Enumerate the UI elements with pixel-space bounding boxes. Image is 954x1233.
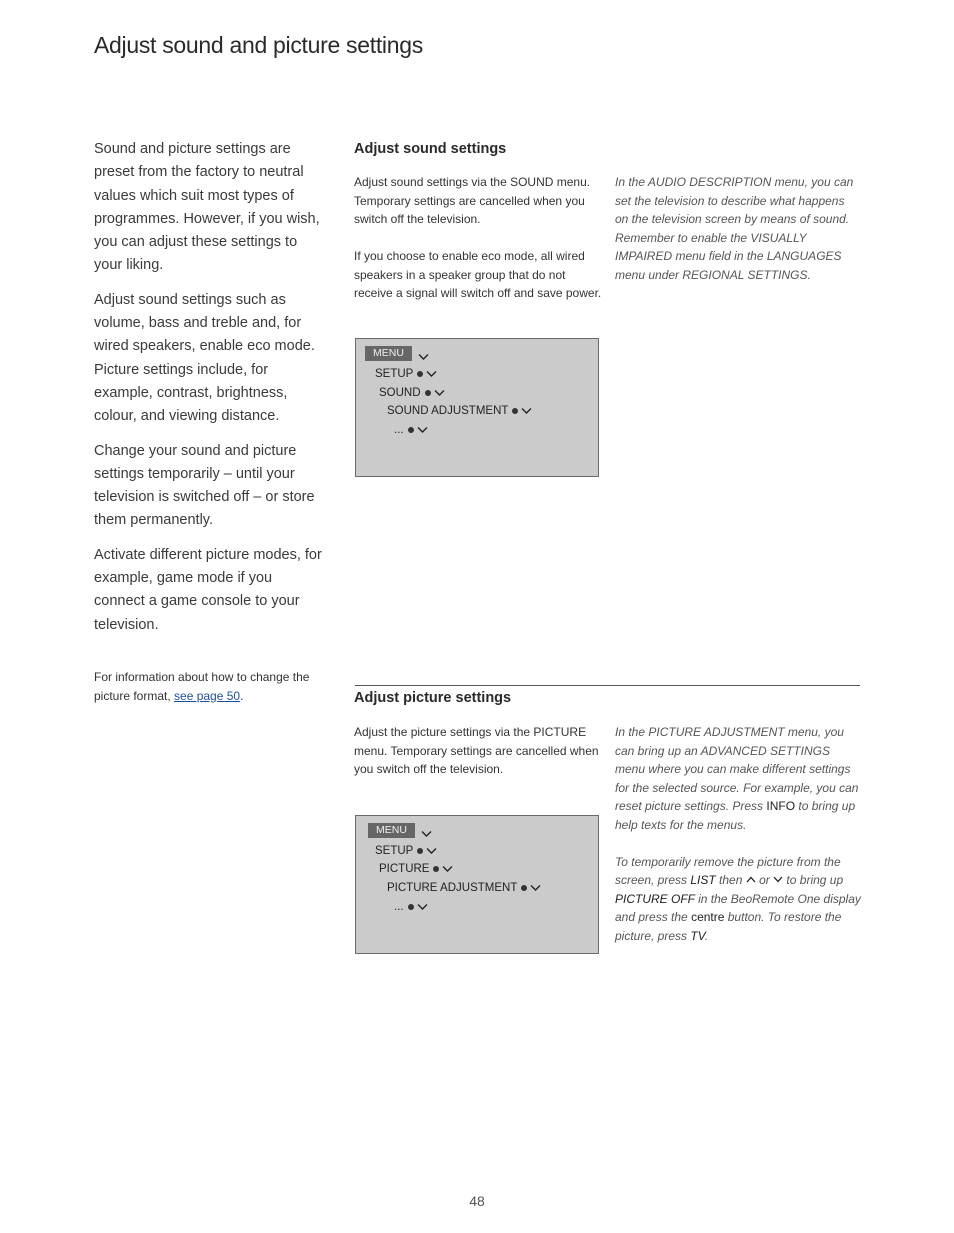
note-text: to bring up xyxy=(783,873,844,887)
bullet-icon xyxy=(512,408,518,414)
picture-off-label: PICTURE OFF xyxy=(615,891,695,906)
audio-description-note xyxy=(615,173,860,284)
chevron-up-icon xyxy=(746,876,756,883)
menu-path-sound: SOUND xyxy=(379,387,421,399)
picture-format-note-text: For information about how to change the picture format, xyxy=(94,670,310,703)
note-text: then xyxy=(715,873,746,887)
page-number: 48 xyxy=(469,1193,485,1209)
picture-format-note xyxy=(94,668,324,705)
menu-path-row xyxy=(387,882,541,894)
intro-paragraph: Sound and picture settings are preset from the factory to neutral values which suit most types of programmes. However, if you wish, you can adjust these settings to your liking. xyxy=(94,141,320,274)
bullet-icon xyxy=(521,885,527,891)
chevron-down-icon xyxy=(426,847,437,855)
menu-path-picture: PICTURE xyxy=(379,863,430,875)
note-text: . xyxy=(704,928,709,943)
sound-body-paragraph: Adjust sound settings via the SOUND menu. Temporary settings are cancelled when you switch off the television. xyxy=(354,175,591,226)
sound-section-body xyxy=(354,173,602,303)
note-text: in the BeoRemote One display and press the xyxy=(615,891,861,924)
intro-paragraph: Activate different picture modes, for example, game mode if you connect a game console to your television. xyxy=(94,546,322,633)
menu-tag: MENU xyxy=(368,823,415,838)
menu-path-row xyxy=(375,845,437,857)
bullet-icon xyxy=(425,390,431,396)
menu-path-row xyxy=(387,405,532,417)
picture-menu-path-diagram xyxy=(355,815,599,954)
audio-description-note-text: In the AUDIO DESCRIPTION menu, you can set the television to describe what happens on the television screen by means of sound. Remember to enable the VISUALLY IMPAIRED menu field in the LANGUAGES menu under REGIONAL SETTINGS. xyxy=(615,175,854,282)
intro-text xyxy=(94,138,326,648)
picture-section-body xyxy=(354,723,602,779)
menu-path-ellipsis: ... xyxy=(394,901,404,913)
note-text: In the PICTURE ADJUSTMENT menu, you can bring up an ADVANCED SETTINGS menu where you can make different settings for the selected source. For example, you can reset picture settings. Press xyxy=(615,725,859,813)
note-text: button. To restore the picture, press xyxy=(615,910,842,943)
menu-path-row xyxy=(368,823,432,838)
tv-button-label: TV xyxy=(690,928,705,943)
chevron-down-icon xyxy=(417,903,428,911)
sound-body-paragraph: If you choose to enable eco mode, all wired speakers in a speaker group that do not receive a signal will switch off and save power. xyxy=(354,249,602,300)
chevron-down-icon xyxy=(417,426,428,434)
menu-path-row xyxy=(394,424,428,436)
menu-path-sound-adjustment: SOUND ADJUSTMENT xyxy=(387,405,509,417)
menu-path-ellipsis: ... xyxy=(394,424,404,436)
sound-section-heading: Adjust sound settings xyxy=(354,141,507,157)
picture-adjustment-note xyxy=(615,723,863,945)
bullet-icon xyxy=(417,371,423,377)
note-text: or xyxy=(755,873,774,887)
picture-section-heading: Adjust picture settings xyxy=(354,690,512,706)
bullet-icon xyxy=(408,427,414,433)
menu-path-setup: SETUP xyxy=(375,368,414,380)
menu-path-row xyxy=(375,368,437,380)
bullet-icon xyxy=(408,904,414,910)
picture-format-note-end: . xyxy=(240,688,244,703)
centre-button-label: centre xyxy=(691,910,725,924)
menu-path-row xyxy=(379,863,453,875)
chevron-down-icon xyxy=(521,407,532,415)
chevron-down-icon xyxy=(418,353,429,361)
menu-path-picture-adjustment: PICTURE ADJUSTMENT xyxy=(387,882,518,894)
menu-path-row xyxy=(379,387,445,399)
intro-paragraph: Change your sound and picture settings temporarily – until your television is switched off – or store them permanently. xyxy=(94,442,315,529)
section-divider xyxy=(355,685,860,686)
chevron-down-icon xyxy=(773,876,783,883)
menu-path-row xyxy=(394,901,428,913)
chevron-down-icon xyxy=(421,830,432,838)
bullet-icon xyxy=(417,848,423,854)
note-text: to bring up help texts for the menus. xyxy=(615,799,856,832)
picture-off-note-text xyxy=(615,853,863,946)
menu-path-row xyxy=(365,346,429,361)
chevron-down-icon xyxy=(530,884,541,892)
menu-tag: MENU xyxy=(365,346,412,361)
chevron-down-icon xyxy=(426,370,437,378)
bullet-icon xyxy=(433,866,439,872)
chevron-down-icon xyxy=(434,389,445,397)
intro-paragraph: Adjust sound settings such as volume, bass and treble and, for wired speakers, enable eco mode. Picture settings include, for example, contrast, brightness, colour, and viewing distance. xyxy=(94,291,315,425)
picture-body-paragraph: Adjust the picture settings via the PICTURE menu. Temporary settings are cancelled when you switch off the television. xyxy=(354,725,599,776)
menu-path-setup: SETUP xyxy=(375,845,414,857)
picture-adjustment-note-text xyxy=(615,723,863,834)
see-page-50-link[interactable]: see page 50 xyxy=(174,688,241,703)
info-button-label: INFO xyxy=(766,799,796,813)
note-text: To temporarily remove the picture from the screen, press xyxy=(615,854,841,887)
list-button-label: LIST xyxy=(690,873,716,887)
sound-menu-path-diagram xyxy=(355,338,599,477)
page-title: Adjust sound and picture settings xyxy=(94,32,423,58)
chevron-down-icon xyxy=(442,865,453,873)
